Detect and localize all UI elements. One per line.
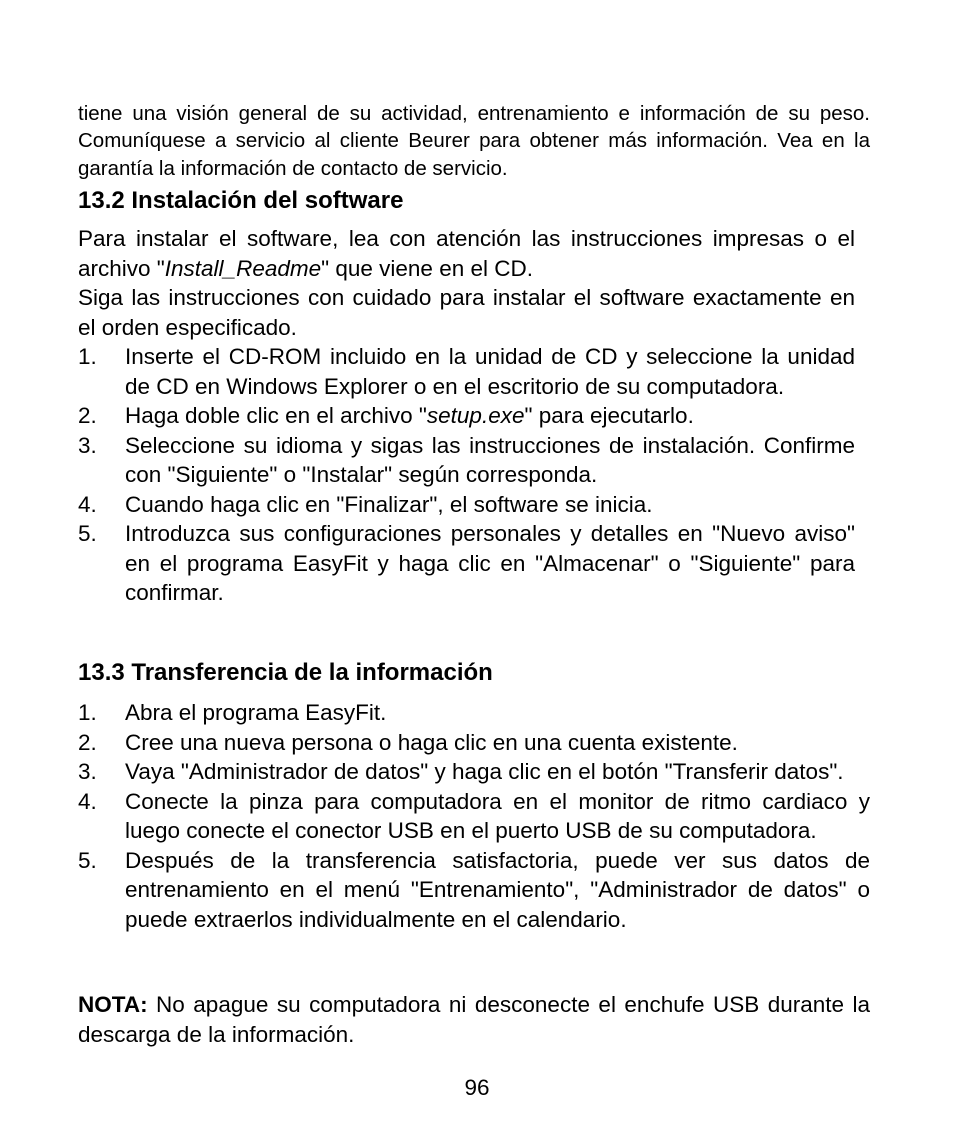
install-step: 2. Haga doble clic en el archivo "setup.exe" para ejecutarlo.: [78, 401, 855, 431]
step-text: Cuando haga clic en "Finalizar", el software se inicia.: [125, 491, 653, 517]
step-text: Conecte la pinza para computadora en el monitor de ritmo cardiaco y luego conecte el conector USB en el puerto USB de su computadora.: [125, 788, 870, 843]
step-text: Introduzca sus configuraciones personales y detalles en "Nuevo aviso" en el programa EasyFit y haga clic en "Almacenar" o "Siguiente" para confirmar.: [125, 521, 855, 605]
install-step: [78, 519, 855, 608]
transfer-step: [78, 787, 870, 846]
install-paragraph-1: Para instalar el software, lea con atención las instrucciones impresas o el archivo "Install_Readme" que viene en el CD.: [78, 226, 855, 281]
section-heading-transfer: 13.3 Transferencia de la información: [78, 659, 493, 686]
step-text: Después de la transferencia satisfactoria, puede ver sus datos de entrenamiento en el menú "Entrenamiento", "Administrador de datos" o puede extraerlos individualmente en el calendario.: [125, 847, 870, 932]
page-number: 96: [464, 1075, 490, 1100]
section-heading-install: 13.2 Instalación del software: [78, 187, 404, 214]
step-number: 3.: [78, 759, 97, 784]
step-text: Seleccione su idioma y sigas las instrucciones de instalación. Confirme con "Siguiente" o "Instalar" según corresponda.: [125, 432, 855, 487]
step-text: Inserte el CD-ROM incluido en la unidad de CD y seleccione la unidad de CD en Windows Explorer o en el escritorio de su computadora.: [125, 344, 855, 399]
step-number: 2.: [78, 729, 97, 755]
note-paragraph: [78, 990, 870, 1049]
step-text: Abra el programa EasyFit.: [125, 700, 387, 725]
step-number: 1.: [78, 344, 97, 369]
transfer-step: [78, 698, 870, 728]
step-number: 5.: [78, 521, 97, 546]
install-paragraph-2: Siga las instrucciones con cuidado para instalar el software exactamente en el orden especificado.: [78, 285, 855, 340]
step-number: 4.: [78, 788, 97, 814]
note-label: NOTA:: [78, 992, 148, 1017]
install-steps-list: [78, 342, 855, 608]
install-readme-filename: Install_Readme: [164, 255, 322, 281]
step-number: 4.: [78, 491, 97, 517]
step-number: 1.: [78, 700, 97, 725]
step-number: 3.: [78, 432, 97, 458]
note-text: No apague su computadora ni desconecte el enchufe USB durante la descarga de la información.: [78, 992, 870, 1047]
step-number: 2.: [78, 403, 97, 428]
setup-exe-filename: setup.exe: [426, 403, 525, 428]
step-number: 5.: [78, 847, 97, 873]
install-step: [78, 490, 855, 520]
transfer-step: [78, 757, 870, 787]
transfer-step: [78, 846, 870, 935]
transfer-step: [78, 728, 870, 758]
transfer-steps-list: [78, 698, 870, 934]
install-step: [78, 431, 855, 490]
install-step: [78, 342, 855, 401]
intro-paragraph: tiene una visión general de su actividad, entrenamiento e información de su peso. Comuníquese a servicio al cliente Beurer para obtener más información. Vea en la garantía la información de contacto de servicio.: [78, 101, 870, 180]
step-text: Cree una nueva persona o haga clic en una cuenta existente.: [125, 729, 738, 755]
step-text: Vaya "Administrador de datos" y haga clic en el botón "Transferir datos".: [125, 759, 844, 784]
